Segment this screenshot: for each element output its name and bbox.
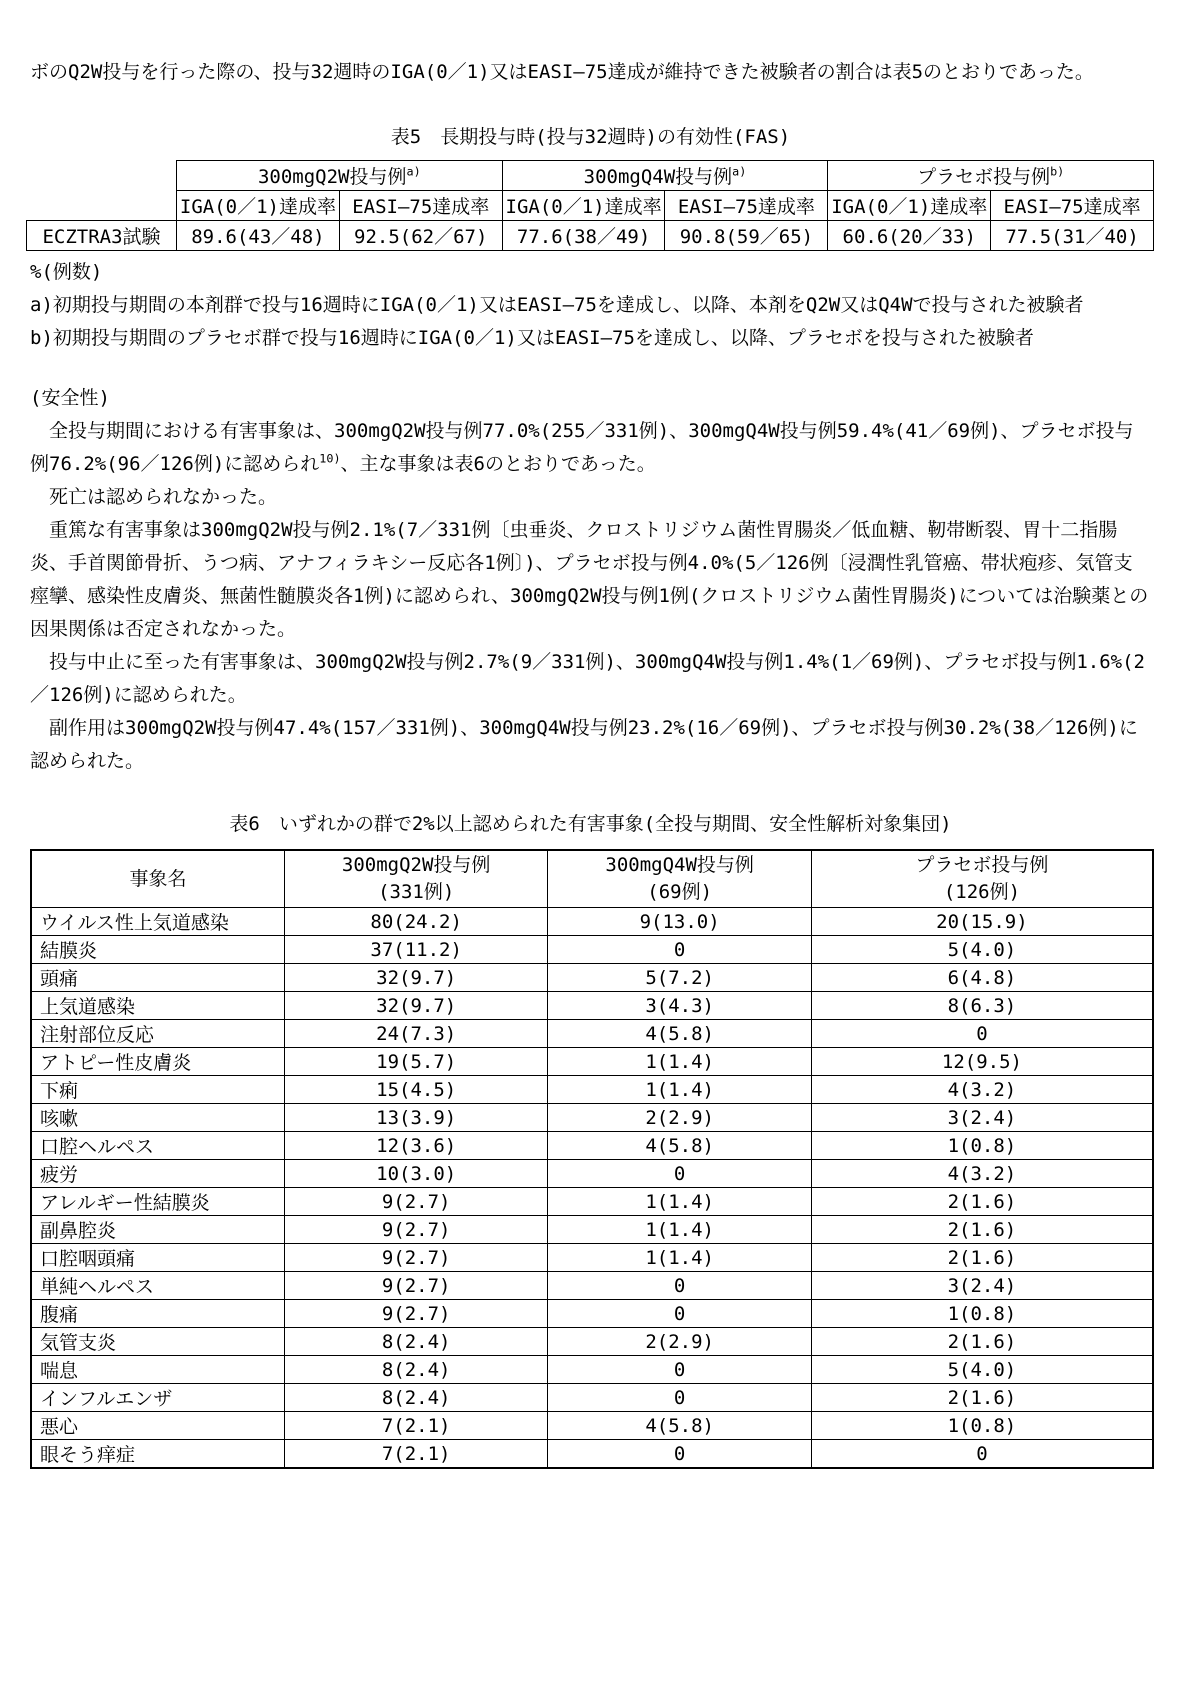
adverse-event-row [31,1412,1153,1440]
footnote-ref-a: a) [732,164,747,179]
event-value-cell: 0 [548,1384,811,1412]
table6-adverse-events-table [30,849,1154,1469]
col-header-line1: 300mgQ2W投与例 [341,854,491,876]
event-value-cell: 2(1.6) [811,1216,1153,1244]
col-header-q2w [284,850,547,908]
event-value-cell: 1(0.8) [811,1412,1153,1440]
table5-group-q4w [502,161,828,191]
event-value-cell: 9(2.7) [284,1188,547,1216]
event-value-cell: 7(2.1) [284,1412,547,1440]
safety-paragraph-4: 投与中止に至った有害事象は、300mgQ2W投与例2.7%(9／331例)、300mgQ4W投与例1.4%(1／69例)、プラセボ投与例1.6%(2／126例)に認められた。 [30,651,1145,706]
subheader-easi: EASI―75達成率 [665,191,828,221]
adverse-event-row [31,936,1153,964]
adverse-event-row [31,1244,1153,1272]
table5-subheader-row [27,191,1154,221]
event-name-cell: 副鼻腔炎 [31,1216,284,1244]
col-header-line1: プラセボ投与例 [915,854,1049,876]
event-value-cell: 0 [548,1440,811,1469]
adverse-event-row [31,964,1153,992]
event-value-cell: 19(5.7) [284,1048,547,1076]
adverse-event-row [31,1216,1153,1244]
event-value-cell: 15(4.5) [284,1076,547,1104]
event-value-cell: 13(3.9) [284,1104,547,1132]
table5-notes [30,256,1151,355]
value-cell: 77.6(38／49) [502,221,665,251]
adverse-event-row [31,1160,1153,1188]
event-name-cell: 気管支炎 [31,1328,284,1356]
subheader-iga: IGA(0／1)達成率 [828,191,991,221]
value-cell: 77.5(31／40) [991,221,1154,251]
event-name-cell: 腹痛 [31,1300,284,1328]
event-value-cell: 1(1.4) [548,1076,811,1104]
note-b: b)初期投与期間のプラセボ群で投与16週時にIGA(0／1)又はEASI―75を達成し、以降、プラセボを投与された被験者 [30,327,1034,349]
event-value-cell: 0 [548,936,811,964]
event-value-cell: 32(9.7) [284,964,547,992]
event-value-cell: 12(3.6) [284,1132,547,1160]
adverse-event-row [31,1440,1153,1469]
table6-caption: 表6 いずれかの群で2%以上認められた有害事象(全投与期間、安全性解析対象集団) [229,813,952,835]
adverse-event-row [31,992,1153,1020]
event-name-cell: 結膜炎 [31,936,284,964]
table6-header-row [31,850,1153,908]
adverse-event-row [31,1272,1153,1300]
event-value-cell: 32(9.7) [284,992,547,1020]
safety-paragraph-1 [30,415,1151,481]
event-name-cell: 注射部位反応 [31,1020,284,1048]
value-cell: 89.6(43／48) [177,221,340,251]
trial-name-cell: ECZTRA3試験 [27,221,177,251]
event-value-cell: 0 [811,1440,1153,1469]
adverse-event-row [31,908,1153,936]
event-value-cell: 8(2.4) [284,1356,547,1384]
note-a: a)初期投与期間の本剤群で投与16週時にIGA(0／1)又はEASI―75を達成し、以降、本剤をQ2W又はQ4Wで投与された被験者 [30,294,1084,316]
col-header-line2: (331例) [378,881,455,903]
event-name-cell: アレルギー性結膜炎 [31,1188,284,1216]
event-value-cell: 5(4.0) [811,1356,1153,1384]
event-name-cell: 眼そう痒症 [31,1440,284,1469]
event-value-cell: 80(24.2) [284,908,547,936]
event-value-cell: 8(6.3) [811,992,1153,1020]
event-value-cell: 0 [548,1300,811,1328]
event-value-cell: 9(2.7) [284,1272,547,1300]
table5-caption: 表5 長期投与時(投与32週時)の有効性(FAS) [390,126,791,148]
event-name-cell: アトピー性皮膚炎 [31,1048,284,1076]
event-name-cell: 喘息 [31,1356,284,1384]
event-name-cell: 単純ヘルペス [31,1272,284,1300]
event-value-cell: 1(1.4) [548,1244,811,1272]
table5-corner-blank [27,161,177,191]
event-value-cell: 2(1.6) [811,1244,1153,1272]
col-header-line2: (126例) [943,881,1021,903]
adverse-event-row [31,1328,1153,1356]
event-value-cell: 4(3.2) [811,1160,1153,1188]
adverse-event-row [31,1384,1153,1412]
event-value-cell: 4(5.8) [548,1020,811,1048]
note-unit: %(例数) [30,261,103,283]
safety-p1-text: 、主な事象は表6のとおりであった。 [340,453,656,475]
event-value-cell: 20(15.9) [811,908,1153,936]
event-value-cell: 8(2.4) [284,1328,547,1356]
event-value-cell: 7(2.1) [284,1440,547,1469]
event-value-cell: 3(2.4) [811,1272,1153,1300]
subheader-easi: EASI―75達成率 [339,191,502,221]
event-value-cell: 12(9.5) [811,1048,1153,1076]
event-value-cell: 2(1.6) [811,1328,1153,1356]
event-value-cell: 2(1.6) [811,1384,1153,1412]
group-label: プラセボ投与例 [917,166,1051,188]
event-value-cell: 6(4.8) [811,964,1153,992]
safety-p1-text: 全投与期間における有害事象は、300mgQ2W投与例77.0%(255／331例)、300mgQ4W投与例59.4%(41／69例)、プラセボ投与例76.2%(96／126例)に認められ [30,420,1134,475]
value-cell: 92.5(62／67) [339,221,502,251]
event-name-cell: ウイルス性上気道感染 [31,908,284,936]
event-value-cell: 0 [548,1272,811,1300]
event-value-cell: 1(1.4) [548,1188,811,1216]
event-value-cell: 2(2.9) [548,1328,811,1356]
event-value-cell: 4(3.2) [811,1076,1153,1104]
event-name-cell: 口腔ヘルペス [31,1132,284,1160]
event-value-cell: 1(1.4) [548,1048,811,1076]
event-value-cell: 0 [548,1160,811,1188]
event-value-cell: 0 [548,1356,811,1384]
subheader-iga: IGA(0／1)達成率 [502,191,665,221]
col-header-line2: (69例) [647,881,713,903]
adverse-event-row [31,1020,1153,1048]
event-name-cell: 咳嗽 [31,1104,284,1132]
footnote-ref-a: a) [406,164,421,179]
footnote-ref-b: b) [1050,164,1065,179]
event-value-cell: 5(7.2) [548,964,811,992]
event-name-cell: 下痢 [31,1076,284,1104]
event-value-cell: 4(5.8) [548,1132,811,1160]
safety-paragraph-3: 重篤な有害事象は300mgQ2W投与例2.1%(7／331例〔虫垂炎、クロストリジウム菌性胃腸炎／低血糖、靭帯断裂、胃十二指腸炎、手首関節骨折、うつ病、アナフィラキシー反応各1例〕)、プラセボ投与例4.0%(5／126例〔浸潤性乳管癌、帯状疱疹、気管支痙攣、感染性皮膚炎、無菌性髄膜炎各1例)に認められ、300mgQ2W投与例1例(クロストリジウム菌性胃腸炎)については治験薬との因果関係は否定されなかった。 [30,519,1149,640]
table5-data-row [27,221,1154,251]
event-name-cell: 頭痛 [31,964,284,992]
safety-paragraph-2: 死亡は認められなかった。 [30,486,278,508]
adverse-event-row [31,1104,1153,1132]
event-value-cell: 9(2.7) [284,1216,547,1244]
event-value-cell: 3(2.4) [811,1104,1153,1132]
event-name-cell: 口腔咽頭痛 [31,1244,284,1272]
table5-efficacy-table [26,160,1154,251]
event-value-cell: 2(1.6) [811,1188,1153,1216]
group-label: 300mgQ2W投与例 [257,166,407,188]
adverse-event-row [31,1356,1153,1384]
event-value-cell: 8(2.4) [284,1384,547,1412]
event-value-cell: 1(0.8) [811,1132,1153,1160]
event-value-cell: 10(3.0) [284,1160,547,1188]
value-cell: 60.6(20／33) [828,221,991,251]
subheader-iga: IGA(0／1)達成率 [177,191,340,221]
event-value-cell: 24(7.3) [284,1020,547,1048]
table5-corner-blank [27,191,177,221]
table5-group-placebo [828,161,1154,191]
table5-group-header-row [27,161,1154,191]
table6-body [31,908,1153,1469]
event-value-cell: 4(5.8) [548,1412,811,1440]
safety-paragraph-5: 副作用は300mgQ2W投与例47.4%(157／331例)、300mgQ4W投与例23.2%(16／69例)、プラセボ投与例30.2%(38／126例)に認められた。 [30,717,1138,772]
safety-section-heading: (安全性) [30,387,110,409]
event-value-cell: 0 [811,1020,1153,1048]
event-value-cell: 9(2.7) [284,1300,547,1328]
event-value-cell: 3(4.3) [548,992,811,1020]
adverse-event-row [31,1048,1153,1076]
intro-paragraph: ボのQ2W投与を行った際の、投与32週時のIGA(0／1)又はEASI―75達成が維持できた被験者の割合は表5のとおりであった。 [30,61,1094,83]
subheader-easi: EASI―75達成率 [991,191,1154,221]
event-value-cell: 5(4.0) [811,936,1153,964]
event-value-cell: 9(13.0) [548,908,811,936]
adverse-event-row [31,1300,1153,1328]
event-name-cell: 上気道感染 [31,992,284,1020]
col-header-q4w [548,850,811,908]
event-value-cell: 9(2.7) [284,1244,547,1272]
event-value-cell: 1(1.4) [548,1216,811,1244]
table5-group-q2w [177,161,503,191]
event-value-cell: 1(0.8) [811,1300,1153,1328]
event-name-cell: 疲労 [31,1160,284,1188]
col-header-event-name: 事象名 [31,850,284,908]
event-value-cell: 37(11.2) [284,936,547,964]
footnote-ref-10: 10) [319,451,341,466]
event-name-cell: インフルエンザ [31,1384,284,1412]
event-name-cell: 悪心 [31,1412,284,1440]
event-value-cell: 2(2.9) [548,1104,811,1132]
col-header-line1: 300mgQ4W投与例 [605,854,754,876]
group-label: 300mgQ4W投与例 [583,166,733,188]
adverse-event-row [31,1132,1153,1160]
adverse-event-row [31,1188,1153,1216]
col-header-placebo [811,850,1153,908]
value-cell: 90.8(59／65) [665,221,828,251]
adverse-event-row [31,1076,1153,1104]
